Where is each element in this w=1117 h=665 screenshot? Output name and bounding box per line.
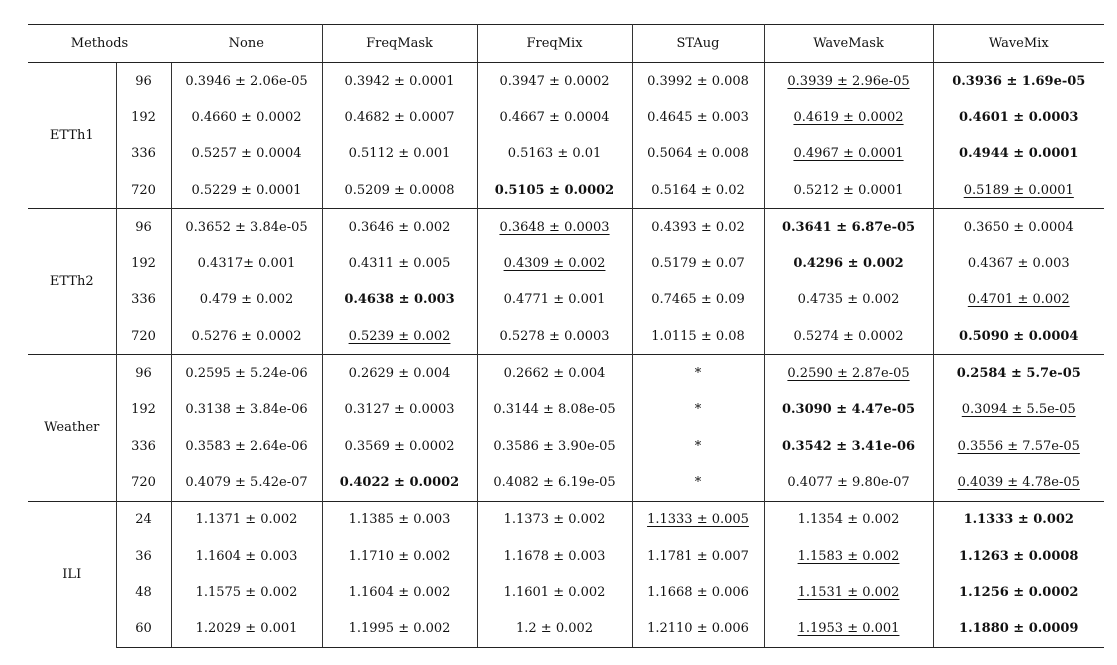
cell-wavemask: 1.1531 ± 0.002 xyxy=(797,584,900,600)
horizon-cell: 96 xyxy=(116,63,171,100)
cell-freqmix: 1.2 ± 0.002 xyxy=(515,621,594,637)
table-cell xyxy=(322,209,477,246)
table-cell xyxy=(764,136,933,172)
table-cell xyxy=(764,172,933,209)
horizon-cell: 36 xyxy=(116,538,171,574)
cell-freqmix: 1.1678 ± 0.003 xyxy=(503,548,606,564)
cell-wavemix: 0.3650 ± 0.0004 xyxy=(963,219,1074,235)
table-cell xyxy=(477,392,632,428)
table-cell xyxy=(322,245,477,281)
table-cell xyxy=(933,464,1104,501)
table-cell xyxy=(933,355,1104,392)
cell-wavemask: 1.1953 ± 0.001 xyxy=(797,621,900,637)
table-cell xyxy=(171,464,322,501)
table-cell xyxy=(933,538,1104,574)
table-row xyxy=(28,464,1104,501)
table-row xyxy=(28,610,1104,647)
table-cell xyxy=(477,501,632,538)
table-cell xyxy=(171,63,322,100)
table-cell xyxy=(764,392,933,428)
cell-none: 0.479 ± 0.002 xyxy=(199,292,294,308)
table-cell xyxy=(933,282,1104,318)
horizon-cell: 720 xyxy=(116,464,171,501)
horizon-cell: 24 xyxy=(116,501,171,538)
cell-freqmask: 0.3646 ± 0.002 xyxy=(348,219,451,235)
table-cell xyxy=(171,501,322,538)
table-cell xyxy=(322,501,477,538)
cell-none: 1.1371 ± 0.002 xyxy=(195,512,298,528)
header-freqmix: FreqMix xyxy=(477,25,632,63)
table-cell xyxy=(322,610,477,647)
cell-wavemask: 0.3939 ± 2.96e-05 xyxy=(787,73,910,89)
table-cell xyxy=(477,538,632,574)
horizon-cell: 96 xyxy=(116,355,171,392)
table-cell xyxy=(322,392,477,428)
cell-freqmix: 0.5105 ± 0.0002 xyxy=(494,182,615,198)
table-cell xyxy=(764,538,933,574)
table-cell xyxy=(632,318,764,355)
table-cell xyxy=(933,209,1104,246)
table-cell xyxy=(477,355,632,392)
cell-freqmix: 1.1601 ± 0.002 xyxy=(503,584,606,600)
cell-wavemask: 1.1354 ± 0.002 xyxy=(797,512,900,528)
cell-wavemix: 1.1880 ± 0.0009 xyxy=(959,621,1079,637)
table-cell xyxy=(632,136,764,172)
cell-none: 0.5257 ± 0.0004 xyxy=(191,146,302,162)
cell-none: 1.2029 ± 0.001 xyxy=(195,621,298,637)
header-none: None xyxy=(171,25,322,63)
table-cell xyxy=(322,464,477,501)
table-cell xyxy=(477,464,632,501)
cell-wavemask: 0.3542 ± 3.41e-06 xyxy=(781,438,916,454)
table-cell xyxy=(171,99,322,135)
table-cell xyxy=(322,136,477,172)
table-cell xyxy=(933,501,1104,538)
table-cell xyxy=(764,209,933,246)
cell-staug: 1.1781 ± 0.007 xyxy=(647,548,749,564)
table-row xyxy=(28,355,1104,392)
header-freqmask: FreqMask xyxy=(322,25,477,63)
table-cell xyxy=(322,282,477,318)
cell-freqmask: 0.4682 ± 0.0007 xyxy=(344,109,455,125)
cell-wavemask: 0.3090 ± 4.47e-05 xyxy=(781,402,916,418)
table-cell xyxy=(171,318,322,355)
cell-staug: 0.5179 ± 0.07 xyxy=(651,256,745,272)
table-cell xyxy=(171,172,322,209)
cell-freqmix: 0.3648 ± 0.0003 xyxy=(499,219,610,235)
table-cell xyxy=(933,392,1104,428)
cell-wavemask: 0.2590 ± 2.87e-05 xyxy=(787,366,910,382)
table-cell xyxy=(477,209,632,246)
cell-staug: 0.5064 ± 0.008 xyxy=(647,146,749,162)
cell-none: 0.5276 ± 0.0002 xyxy=(191,328,302,344)
cell-freqmask: 0.4022 ± 0.0002 xyxy=(339,474,460,490)
cell-wavemix: 1.1256 ± 0.0002 xyxy=(959,584,1079,600)
table-cell xyxy=(477,172,632,209)
table-cell xyxy=(764,464,933,501)
table-cell xyxy=(322,99,477,135)
cell-freqmix: 0.5163 ± 0.01 xyxy=(507,146,602,162)
table-cell xyxy=(764,245,933,281)
table-row xyxy=(28,428,1104,464)
table-cell xyxy=(764,355,933,392)
horizon-cell: 336 xyxy=(116,136,171,172)
table-row xyxy=(28,392,1104,428)
cell-freqmix: 0.5278 ± 0.0003 xyxy=(499,328,610,344)
cell-none: 0.3946 ± 2.06e-05 xyxy=(185,73,308,89)
table-cell xyxy=(632,282,764,318)
table-cell xyxy=(322,63,477,100)
table-cell xyxy=(632,464,764,501)
dataset-label: Weather xyxy=(28,355,116,501)
table-cell xyxy=(171,209,322,246)
cell-staug: 0.4645 ± 0.003 xyxy=(647,109,749,125)
table-cell xyxy=(477,63,632,100)
table-row xyxy=(28,209,1104,246)
table-row xyxy=(28,574,1104,610)
cell-wavemask: 0.4296 ± 0.002 xyxy=(793,256,904,272)
table-cell xyxy=(477,245,632,281)
table-cell xyxy=(764,501,933,538)
table-cell xyxy=(933,63,1104,100)
horizon-cell: 720 xyxy=(116,172,171,209)
table-cell xyxy=(632,209,764,246)
cell-freqmask: 0.5239 ± 0.002 xyxy=(348,328,451,344)
table-body xyxy=(28,63,1104,648)
table-cell xyxy=(632,538,764,574)
table-cell xyxy=(933,428,1104,464)
horizon-cell: 192 xyxy=(116,99,171,135)
cell-none: 1.1604 ± 0.003 xyxy=(195,548,298,564)
cell-none: 1.1575 ± 0.002 xyxy=(195,584,298,600)
table-cell xyxy=(632,574,764,610)
cell-staug: * xyxy=(694,366,702,382)
cell-none: 0.3583 ± 2.64e-06 xyxy=(185,438,308,454)
table-cell xyxy=(632,245,764,281)
header-row xyxy=(28,25,1104,63)
table-cell xyxy=(322,318,477,355)
cell-wavemix: 0.4944 ± 0.0001 xyxy=(959,146,1079,162)
table-cell xyxy=(764,428,933,464)
cell-wavemix: 1.1333 ± 0.002 xyxy=(963,512,1074,528)
cell-wavemask: 0.4077 ± 9.80e-07 xyxy=(787,474,910,490)
table-cell xyxy=(171,282,322,318)
table-cell xyxy=(477,318,632,355)
cell-freqmask: 1.1995 ± 0.002 xyxy=(348,621,451,637)
table-cell xyxy=(322,172,477,209)
table-row xyxy=(28,63,1104,100)
cell-wavemix: 0.5189 ± 0.0001 xyxy=(963,182,1074,198)
cell-wavemix: 0.4701 ± 0.002 xyxy=(967,292,1070,308)
cell-wavemask: 0.3641 ± 6.87e-05 xyxy=(781,219,916,235)
horizon-cell: 96 xyxy=(116,209,171,246)
table-row xyxy=(28,136,1104,172)
header-wavemask: WaveMask xyxy=(764,25,933,63)
table-cell xyxy=(322,428,477,464)
cell-staug: * xyxy=(694,438,702,454)
table-cell xyxy=(632,172,764,209)
table-cell xyxy=(477,428,632,464)
cell-wavemask: 1.1583 ± 0.002 xyxy=(797,548,900,564)
table-cell xyxy=(171,574,322,610)
cell-wavemix: 1.1263 ± 0.0008 xyxy=(959,548,1079,564)
horizon-cell: 336 xyxy=(116,282,171,318)
cell-staug: 0.4393 ± 0.02 xyxy=(651,219,745,235)
cell-none: 0.4317± 0.001 xyxy=(197,256,296,272)
cell-none: 0.4079 ± 5.42e-07 xyxy=(185,474,308,490)
cell-freqmix: 0.4667 ± 0.0004 xyxy=(499,109,610,125)
cell-wavemask: 0.5212 ± 0.0001 xyxy=(793,182,904,198)
cell-wavemask: 0.4735 ± 0.002 xyxy=(797,292,900,308)
dataset-label: ETTh1 xyxy=(28,63,116,209)
table-cell xyxy=(477,136,632,172)
cell-freqmask: 0.3942 ± 0.0001 xyxy=(344,73,455,89)
cell-freqmask: 0.4638 ± 0.003 xyxy=(344,292,455,308)
cell-wavemix: 0.2584 ± 5.7e-05 xyxy=(956,366,1081,382)
table-cell xyxy=(933,172,1104,209)
table-row xyxy=(28,282,1104,318)
horizon-cell: 192 xyxy=(116,245,171,281)
cell-staug: 1.1668 ± 0.006 xyxy=(647,584,749,600)
cell-freqmix: 0.4771 ± 0.001 xyxy=(503,292,606,308)
header-methods: Methods xyxy=(28,25,171,63)
table-cell xyxy=(764,282,933,318)
cell-none: 0.4660 ± 0.0002 xyxy=(191,109,302,125)
dataset-label: ILI xyxy=(28,501,116,647)
cell-wavemix: 0.4601 ± 0.0003 xyxy=(959,109,1079,125)
table-cell xyxy=(171,136,322,172)
table-cell xyxy=(171,392,322,428)
cell-freqmask: 1.1604 ± 0.002 xyxy=(348,584,451,600)
table-row xyxy=(28,99,1104,135)
table-cell xyxy=(764,610,933,647)
table-row xyxy=(28,172,1104,209)
table-cell xyxy=(322,574,477,610)
cell-wavemix: 0.4367 ± 0.003 xyxy=(967,256,1070,272)
cell-freqmask: 0.5112 ± 0.001 xyxy=(348,146,451,162)
table-cell xyxy=(632,501,764,538)
cell-freqmask: 0.2629 ± 0.004 xyxy=(348,366,451,382)
dataset-label: ETTh2 xyxy=(28,209,116,355)
cell-wavemix: 0.3556 ± 7.57e-05 xyxy=(957,438,1080,454)
cell-none: 0.3138 ± 3.84e-06 xyxy=(185,402,308,418)
cell-staug: 0.7465 ± 0.09 xyxy=(651,292,745,308)
table-row xyxy=(28,245,1104,281)
cell-freqmix: 0.4082 ± 6.19e-05 xyxy=(493,474,616,490)
cell-freqmix: 0.2662 ± 0.004 xyxy=(503,366,606,382)
table-cell xyxy=(632,610,764,647)
table-cell xyxy=(933,574,1104,610)
cell-freqmask: 1.1710 ± 0.002 xyxy=(348,548,451,564)
cell-none: 0.2595 ± 5.24e-06 xyxy=(185,366,308,382)
horizon-cell: 720 xyxy=(116,318,171,355)
cell-none: 0.3652 ± 3.84e-05 xyxy=(185,219,308,235)
table-cell xyxy=(933,136,1104,172)
table-cell xyxy=(764,99,933,135)
header-wavemix: WaveMix xyxy=(933,25,1104,63)
cell-staug: * xyxy=(694,474,702,490)
cell-freqmix: 0.3586 ± 3.90e-05 xyxy=(493,438,616,454)
table-cell xyxy=(171,610,322,647)
table-cell xyxy=(322,538,477,574)
cell-staug: 0.5164 ± 0.02 xyxy=(651,182,745,198)
table-cell xyxy=(764,574,933,610)
cell-wavemask: 0.4967 ± 0.0001 xyxy=(793,146,904,162)
table-cell xyxy=(477,282,632,318)
table-row xyxy=(28,501,1104,538)
cell-freqmix: 0.4309 ± 0.002 xyxy=(503,256,606,272)
table-cell xyxy=(632,355,764,392)
table-cell xyxy=(632,428,764,464)
cell-wavemix: 0.3094 ± 5.5e-05 xyxy=(961,402,1076,418)
header-staug: STAug xyxy=(632,25,764,63)
table-cell xyxy=(171,428,322,464)
table-cell xyxy=(477,574,632,610)
cell-staug: 0.3992 ± 0.008 xyxy=(647,73,749,89)
table-cell xyxy=(171,245,322,281)
cell-freqmask: 0.3127 ± 0.0003 xyxy=(344,402,455,418)
cell-freqmix: 1.1373 ± 0.002 xyxy=(503,512,606,528)
cell-wavemask: 0.5274 ± 0.0002 xyxy=(793,328,904,344)
horizon-cell: 336 xyxy=(116,428,171,464)
table-cell xyxy=(477,610,632,647)
cell-freqmask: 0.4311 ± 0.005 xyxy=(348,256,451,272)
cell-staug: 1.0115 ± 0.08 xyxy=(651,328,745,344)
table-cell xyxy=(322,355,477,392)
horizon-cell: 192 xyxy=(116,392,171,428)
table-cell xyxy=(171,538,322,574)
table-row xyxy=(28,538,1104,574)
table-cell xyxy=(632,392,764,428)
table-cell xyxy=(632,63,764,100)
cell-freqmask: 0.3569 ± 0.0002 xyxy=(344,438,455,454)
cell-staug: 1.1333 ± 0.005 xyxy=(647,512,749,528)
table-cell xyxy=(764,318,933,355)
cell-freqmix: 0.3144 ± 8.08e-05 xyxy=(493,402,616,418)
table-cell xyxy=(632,99,764,135)
cell-staug: * xyxy=(694,402,702,418)
table-cell xyxy=(933,245,1104,281)
cell-wavemix: 0.4039 ± 4.78e-05 xyxy=(957,474,1080,490)
table-cell xyxy=(764,63,933,100)
cell-wavemix: 0.5090 ± 0.0004 xyxy=(959,328,1079,344)
results-table xyxy=(28,24,1104,648)
table-cell xyxy=(933,99,1104,135)
cell-freqmask: 1.1385 ± 0.003 xyxy=(348,512,451,528)
cell-freqmask: 0.5209 ± 0.0008 xyxy=(344,182,455,198)
cell-wavemask: 0.4619 ± 0.0002 xyxy=(793,109,904,125)
cell-freqmix: 0.3947 ± 0.0002 xyxy=(499,73,610,89)
cell-wavemix: 0.3936 ± 1.69e-05 xyxy=(952,73,1086,89)
results-table-container xyxy=(28,24,1104,648)
table-cell xyxy=(933,610,1104,647)
table-row xyxy=(28,318,1104,355)
horizon-cell: 48 xyxy=(116,574,171,610)
cell-staug: 1.2110 ± 0.006 xyxy=(647,621,749,637)
cell-none: 0.5229 ± 0.0001 xyxy=(191,182,302,198)
horizon-cell: 60 xyxy=(116,610,171,647)
table-cell xyxy=(477,99,632,135)
table-cell xyxy=(933,318,1104,355)
table-cell xyxy=(171,355,322,392)
